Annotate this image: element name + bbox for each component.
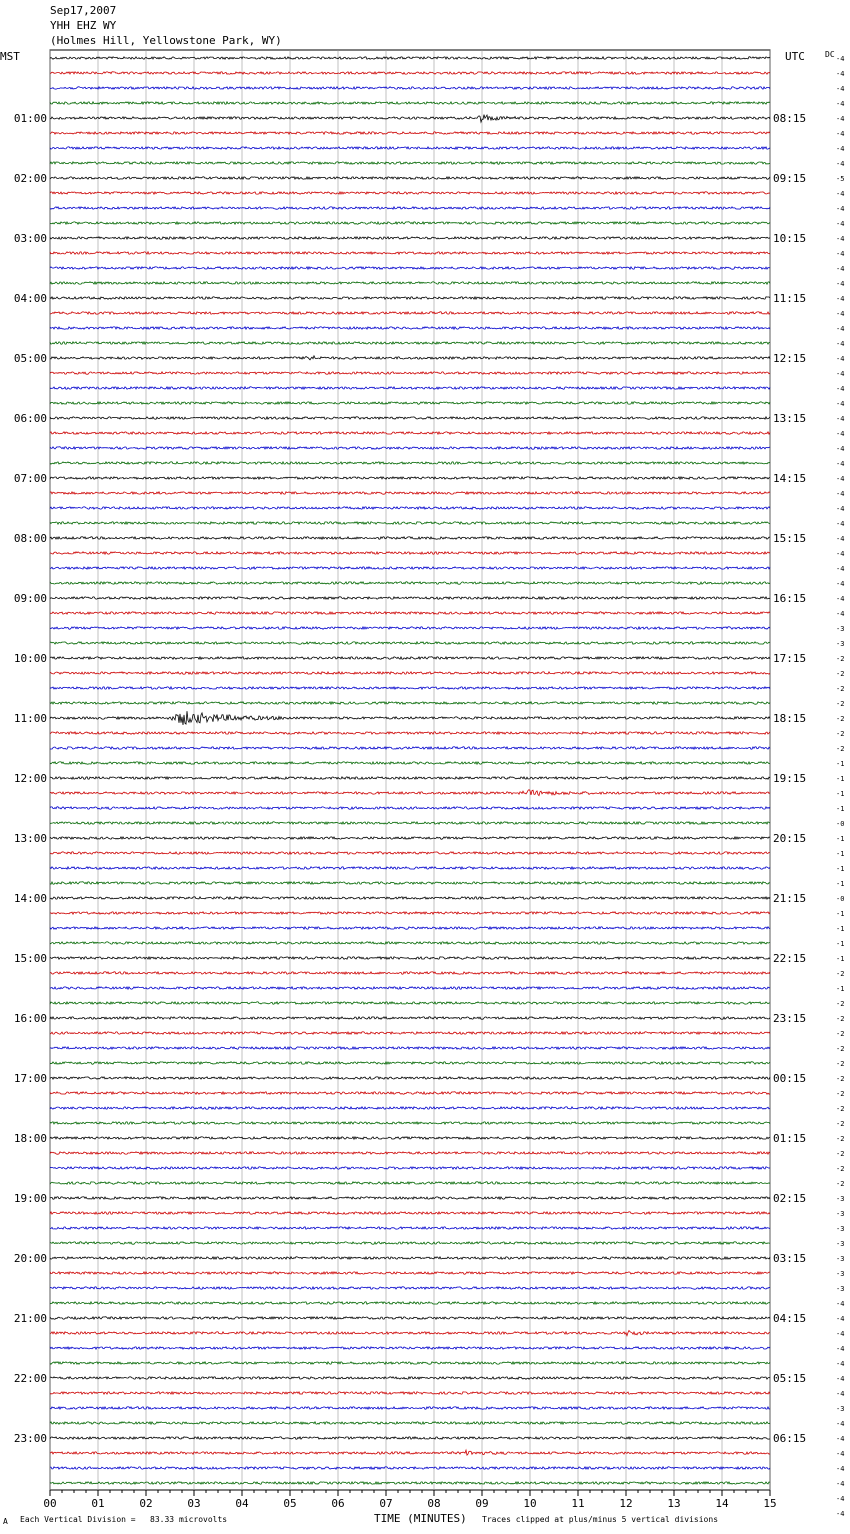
dc-offset-label: -4: [836, 1330, 845, 1338]
x-tick-label: 01: [91, 1497, 105, 1510]
left-hour-label: 07:00: [13, 472, 47, 485]
trace-row-29: [50, 492, 770, 494]
trace-row-68: [50, 1077, 770, 1079]
dc-offset-label: -4: [836, 1435, 845, 1443]
left-hour-label: 01:00: [13, 112, 47, 125]
trace-row-13: [50, 252, 770, 254]
dc-offset-label: -4: [836, 1345, 845, 1353]
trace-row-61: [50, 972, 770, 974]
left-hour-label: 16:00: [13, 1012, 47, 1025]
dc-offset-label: -4: [836, 1465, 845, 1473]
trace-row-93: [50, 1450, 770, 1455]
dc-offset-label: -4: [836, 610, 845, 618]
trace-row-14: [50, 267, 770, 269]
trace-row-82: [50, 1287, 770, 1289]
x-tick-label: 06: [331, 1497, 345, 1510]
dc-offset-label: -4: [836, 400, 845, 408]
dc-offset-label: -4: [836, 1375, 845, 1383]
dc-offset-label: -4: [836, 1420, 845, 1428]
trace-row-71: [50, 1122, 770, 1124]
right-hour-label: 05:15: [773, 1372, 807, 1385]
dc-offset-label: -1: [836, 985, 845, 993]
dc-offset-label: -4: [836, 430, 845, 438]
trace-row-88: [50, 1377, 770, 1379]
dc-offset-label: -4: [836, 280, 845, 288]
dc-offset-label: -4: [836, 460, 845, 468]
trace-row-95: [50, 1482, 770, 1484]
trace-row-90: [50, 1407, 770, 1409]
trace-row-19: [50, 342, 770, 344]
dc-offset-label: -4: [836, 325, 845, 333]
right-hour-label: 04:15: [773, 1312, 807, 1325]
right-hour-label: 14:15: [773, 472, 807, 485]
right-hour-label: 18:15: [773, 712, 807, 725]
trace-row-56: [50, 897, 770, 899]
trace-row-43: [50, 702, 770, 704]
dc-offset-label: -4: [836, 475, 845, 483]
dc-offset-label: -1: [836, 835, 845, 843]
right-hour-label: 16:15: [773, 592, 807, 605]
x-tick-label: 05: [283, 1497, 297, 1510]
dc-offset-label: -4: [836, 370, 845, 378]
x-tick-label: 11: [571, 1497, 585, 1510]
dc-offset-label: -1: [836, 910, 845, 918]
trace-row-79: [50, 1242, 770, 1244]
trace-row-52: [50, 837, 770, 839]
trace-row-53: [50, 852, 770, 854]
dc-offset-label: -2: [836, 1060, 845, 1068]
left-hour-label: 17:00: [13, 1072, 47, 1085]
trace-row-72: [50, 1137, 770, 1139]
seismic-traces: [50, 57, 770, 1484]
trace-row-35: [50, 582, 770, 584]
left-hour-label: 08:00: [13, 532, 47, 545]
dc-offset-label: -4: [836, 550, 845, 558]
x-tick-label: 12: [619, 1497, 633, 1510]
footer-corner-mark: A: [3, 1517, 8, 1526]
dc-offset-label: -3: [836, 625, 845, 633]
trace-row-15: [50, 282, 770, 284]
left-hour-label: 18:00: [13, 1132, 47, 1145]
dc-offset-label: -3: [836, 1210, 845, 1218]
trace-row-77: [50, 1212, 770, 1214]
right-hour-label: 09:15: [773, 172, 807, 185]
trace-row-87: [50, 1362, 770, 1364]
dc-offset-label: -4: [836, 490, 845, 498]
left-hour-label: 04:00: [13, 292, 47, 305]
dc-offset-label: -4: [836, 115, 845, 123]
dc-offset-label: -2: [836, 1015, 845, 1023]
left-hour-label: 23:00: [13, 1432, 47, 1445]
trace-row-73: [50, 1152, 770, 1154]
trace-row-12: [50, 237, 770, 239]
right-hour-label: 13:15: [773, 412, 807, 425]
dc-offset-label: -3: [836, 1285, 845, 1293]
dc-offset-label: -4: [836, 100, 845, 108]
right-hour-label: 01:15: [773, 1132, 807, 1145]
trace-row-60: [50, 957, 770, 959]
station-code: YHH EHZ WY: [50, 19, 117, 32]
dc-offset-label: -4: [836, 1300, 845, 1308]
right-hour-label: 11:15: [773, 292, 807, 305]
trace-row-4: [50, 115, 770, 122]
dc-offset-label: -1: [836, 775, 845, 783]
x-tick-label: 10: [523, 1497, 537, 1510]
trace-row-50: [50, 807, 770, 809]
dc-offset-label: -4: [836, 355, 845, 363]
trace-row-10: [50, 207, 770, 209]
trace-row-7: [50, 162, 770, 164]
right-hour-label: 17:15: [773, 652, 807, 665]
dc-offset-label: -2: [836, 655, 845, 663]
dc-offset-label: -1: [836, 955, 845, 963]
dc-offset-label: -4: [836, 85, 845, 93]
trace-row-74: [50, 1167, 770, 1169]
dc-offset-label: -4: [836, 1390, 845, 1398]
trace-row-20: [50, 356, 770, 360]
dc-offset-label: -3: [836, 1195, 845, 1203]
trace-row-63: [50, 1002, 770, 1004]
x-tick-label: 13: [667, 1497, 681, 1510]
trace-row-9: [50, 192, 770, 194]
dc-offset-label: -4: [836, 340, 845, 348]
dc-offset-label: -3: [836, 1405, 845, 1413]
left-hour-label: 15:00: [13, 952, 47, 965]
dc-offset-label: -4: [836, 535, 845, 543]
right-hour-label: 21:15: [773, 892, 807, 905]
dc-offset-label: -3: [836, 640, 845, 648]
trace-row-38: [50, 627, 770, 629]
dc-offset-label: -4: [836, 445, 845, 453]
left-hour-label: 10:00: [13, 652, 47, 665]
trace-row-46: [50, 747, 770, 749]
x-tick-label: 15: [763, 1497, 777, 1510]
trace-row-31: [50, 522, 770, 524]
dc-offset-label: -4: [836, 190, 845, 198]
trace-row-0: [50, 57, 770, 59]
trace-row-57: [50, 912, 770, 914]
dc-offset-label: -2: [836, 685, 845, 693]
trace-row-47: [50, 762, 770, 764]
trace-row-21: [50, 372, 770, 374]
trace-row-48: [50, 777, 770, 779]
x-tick-label: 02: [139, 1497, 153, 1510]
dc-offset-label: -4: [836, 1510, 845, 1518]
dc-offset-label: -2: [836, 1075, 845, 1083]
trace-row-26: [50, 447, 770, 449]
dc-offset-label: -2: [836, 1045, 845, 1053]
left-hour-label: 13:00: [13, 832, 47, 845]
dc-offset-label: -1: [836, 805, 845, 813]
dc-offset-label: -4: [836, 1450, 845, 1458]
right-hour-label: 23:15: [773, 1012, 807, 1025]
dc-offset-label: -4: [836, 565, 845, 573]
dc-offset-label: -4: [836, 415, 845, 423]
dc-offset-label: -0: [836, 820, 845, 828]
trace-row-65: [50, 1032, 770, 1034]
dc-offset-label: -4: [836, 160, 845, 168]
dc-offset-label: -1: [836, 760, 845, 768]
left-hour-labels: [14, 112, 47, 1445]
x-tick-label: 08: [427, 1497, 441, 1510]
left-hour-label: 21:00: [13, 1312, 47, 1325]
right-hour-label: 06:15: [773, 1432, 807, 1445]
x-tick-label: 04: [235, 1497, 249, 1510]
dc-offset-label: -4: [836, 145, 845, 153]
trace-row-34: [50, 567, 770, 569]
trace-row-11: [50, 222, 770, 224]
trace-row-16: [50, 297, 770, 299]
left-hour-label: 06:00: [13, 412, 47, 425]
dc-offset-label: -4: [836, 70, 845, 78]
clip-note: Traces clipped at plus/minus 5 vertical divisions: [482, 1515, 719, 1524]
dc-offset-label: -4: [836, 235, 845, 243]
left-hour-label: 22:00: [13, 1372, 47, 1385]
dc-offset-label: -1: [836, 925, 845, 933]
dc-offset-label: -4: [836, 1495, 845, 1503]
left-hour-label: 05:00: [13, 352, 47, 365]
right-hour-label: 22:15: [773, 952, 807, 965]
trace-row-28: [50, 477, 770, 479]
dc-offset-label: -4: [836, 580, 845, 588]
x-tick-label: 07: [379, 1497, 393, 1510]
chart-date: Sep17,2007: [50, 4, 117, 17]
trace-row-67: [50, 1062, 770, 1064]
dc-offset-label: -5: [836, 175, 845, 183]
dc-offset-label: -4: [836, 520, 845, 528]
dc-offset-label: -2: [836, 730, 845, 738]
right-hour-label: 03:15: [773, 1252, 807, 1265]
dc-offset-label: -3: [836, 1255, 845, 1263]
trace-row-39: [50, 642, 770, 644]
dc-offset-label: -2: [836, 1120, 845, 1128]
right-hour-label: 08:15: [773, 112, 807, 125]
x-tick-label: 03: [187, 1497, 201, 1510]
trace-row-70: [50, 1107, 770, 1109]
right-hour-label: 10:15: [773, 232, 807, 245]
left-hour-label: 14:00: [13, 892, 47, 905]
dc-offset-label: -1: [836, 940, 845, 948]
dc-offset-label: -4: [836, 220, 845, 228]
left-hour-label: 20:00: [13, 1252, 47, 1265]
x-tick-label: 14: [715, 1497, 729, 1510]
dc-offset-label: -2: [836, 1105, 845, 1113]
dc-offset-label: -4: [836, 1360, 845, 1368]
x-tick-label: 09: [475, 1497, 489, 1510]
trace-row-69: [50, 1092, 770, 1094]
dc-offset-label: -4: [836, 1480, 845, 1488]
trace-row-41: [50, 672, 770, 674]
left-hour-label: 02:00: [13, 172, 47, 185]
trace-row-92: [50, 1437, 770, 1439]
dc-offset-label: -1: [836, 790, 845, 798]
right-hour-label: 00:15: [773, 1072, 807, 1085]
dc-offset-label: -4: [836, 265, 845, 273]
trace-row-55: [50, 882, 770, 884]
trace-row-59: [50, 942, 770, 944]
trace-row-3: [50, 102, 770, 104]
dc-offset-labels: [836, 55, 844, 1518]
dc-offset-label: -2: [836, 1150, 845, 1158]
trace-row-24: [50, 417, 770, 419]
trace-row-18: [50, 327, 770, 329]
trace-row-27: [50, 462, 770, 464]
trace-row-80: [50, 1257, 770, 1259]
trace-row-94: [50, 1467, 770, 1469]
dc-offset-label: -2: [836, 1030, 845, 1038]
x-tick-label: 00: [43, 1497, 57, 1510]
trace-row-91: [50, 1422, 770, 1424]
x-axis-label: TIME (MINUTES): [374, 1512, 467, 1525]
trace-row-33: [50, 552, 770, 554]
trace-row-86: [50, 1347, 770, 1349]
trace-row-1: [50, 72, 770, 74]
trace-row-42: [50, 687, 770, 689]
dc-offset-label: -1: [836, 880, 845, 888]
dc-label: DC: [825, 50, 835, 59]
left-timezone-label: MST: [0, 50, 20, 63]
trace-row-84: [50, 1317, 770, 1319]
trace-row-5: [50, 132, 770, 134]
trace-row-54: [50, 867, 770, 869]
trace-row-8: [50, 177, 770, 179]
right-hour-label: 15:15: [773, 532, 807, 545]
left-hour-label: 11:00: [13, 712, 47, 725]
trace-row-36: [50, 597, 770, 599]
dc-offset-label: -2: [836, 1000, 845, 1008]
dc-offset-label: -4: [836, 505, 845, 513]
left-hour-label: 12:00: [13, 772, 47, 785]
dc-offset-label: -4: [836, 295, 845, 303]
right-hour-label: 02:15: [773, 1192, 807, 1205]
vertical-division-scale: Each Vertical Division = 83.33 microvolts: [20, 1515, 228, 1524]
trace-row-23: [50, 402, 770, 404]
dc-offset-label: -4: [836, 130, 845, 138]
trace-row-30: [50, 507, 770, 509]
dc-offset-label: -2: [836, 670, 845, 678]
trace-row-22: [50, 387, 770, 389]
trace-row-85: [50, 1331, 770, 1336]
trace-row-44: [50, 711, 770, 725]
trace-row-51: [50, 822, 770, 824]
dc-offset-label: -2: [836, 970, 845, 978]
right-hour-label: 12:15: [773, 352, 807, 365]
dc-offset-label: -1: [836, 865, 845, 873]
station-location: (Holmes Hill, Yellowstone Park, WY): [50, 34, 282, 47]
trace-row-83: [50, 1302, 770, 1304]
dc-offset-label: -2: [836, 700, 845, 708]
dc-offset-label: -2: [836, 745, 845, 753]
dc-offset-label: -4: [836, 205, 845, 213]
trace-row-32: [50, 537, 770, 539]
trace-row-58: [50, 927, 770, 929]
trace-row-37: [50, 612, 770, 614]
dc-offset-label: -3: [836, 1270, 845, 1278]
dc-offset-label: -4: [836, 250, 845, 258]
trace-row-66: [50, 1047, 770, 1049]
x-axis: [43, 1490, 776, 1510]
dc-offset-label: -4: [836, 310, 845, 318]
trace-row-40: [50, 657, 770, 659]
dc-offset-label: -2: [836, 1165, 845, 1173]
right-hour-labels: [773, 112, 806, 1445]
trace-row-64: [50, 1017, 770, 1019]
trace-row-62: [50, 987, 770, 989]
left-hour-label: 19:00: [13, 1192, 47, 1205]
dc-offset-label: -4: [836, 55, 845, 63]
dc-offset-label: -3: [836, 1225, 845, 1233]
trace-row-2: [50, 87, 770, 89]
right-timezone-label: UTC: [785, 50, 805, 63]
right-hour-label: 20:15: [773, 832, 807, 845]
dc-offset-label: -2: [836, 1090, 845, 1098]
dc-offset-label: -3: [836, 1240, 845, 1248]
trace-row-45: [50, 732, 770, 734]
dc-offset-label: -4: [836, 1315, 845, 1323]
trace-row-81: [50, 1272, 770, 1274]
dc-offset-label: -4: [836, 385, 845, 393]
trace-row-25: [50, 432, 770, 434]
trace-row-78: [50, 1227, 770, 1229]
dc-offset-label: -2: [836, 715, 845, 723]
trace-row-89: [50, 1392, 770, 1394]
trace-row-6: [50, 147, 770, 149]
left-hour-label: 09:00: [13, 592, 47, 605]
dc-offset-label: -0: [836, 895, 845, 903]
trace-row-75: [50, 1182, 770, 1184]
dc-offset-label: -2: [836, 1180, 845, 1188]
trace-row-76: [50, 1197, 770, 1199]
trace-row-49: [50, 790, 770, 796]
trace-row-17: [50, 312, 770, 314]
dc-offset-label: -2: [836, 1135, 845, 1143]
right-hour-label: 19:15: [773, 772, 807, 785]
dc-offset-label: -4: [836, 595, 845, 603]
dc-offset-label: -1: [836, 850, 845, 858]
left-hour-label: 03:00: [13, 232, 47, 245]
